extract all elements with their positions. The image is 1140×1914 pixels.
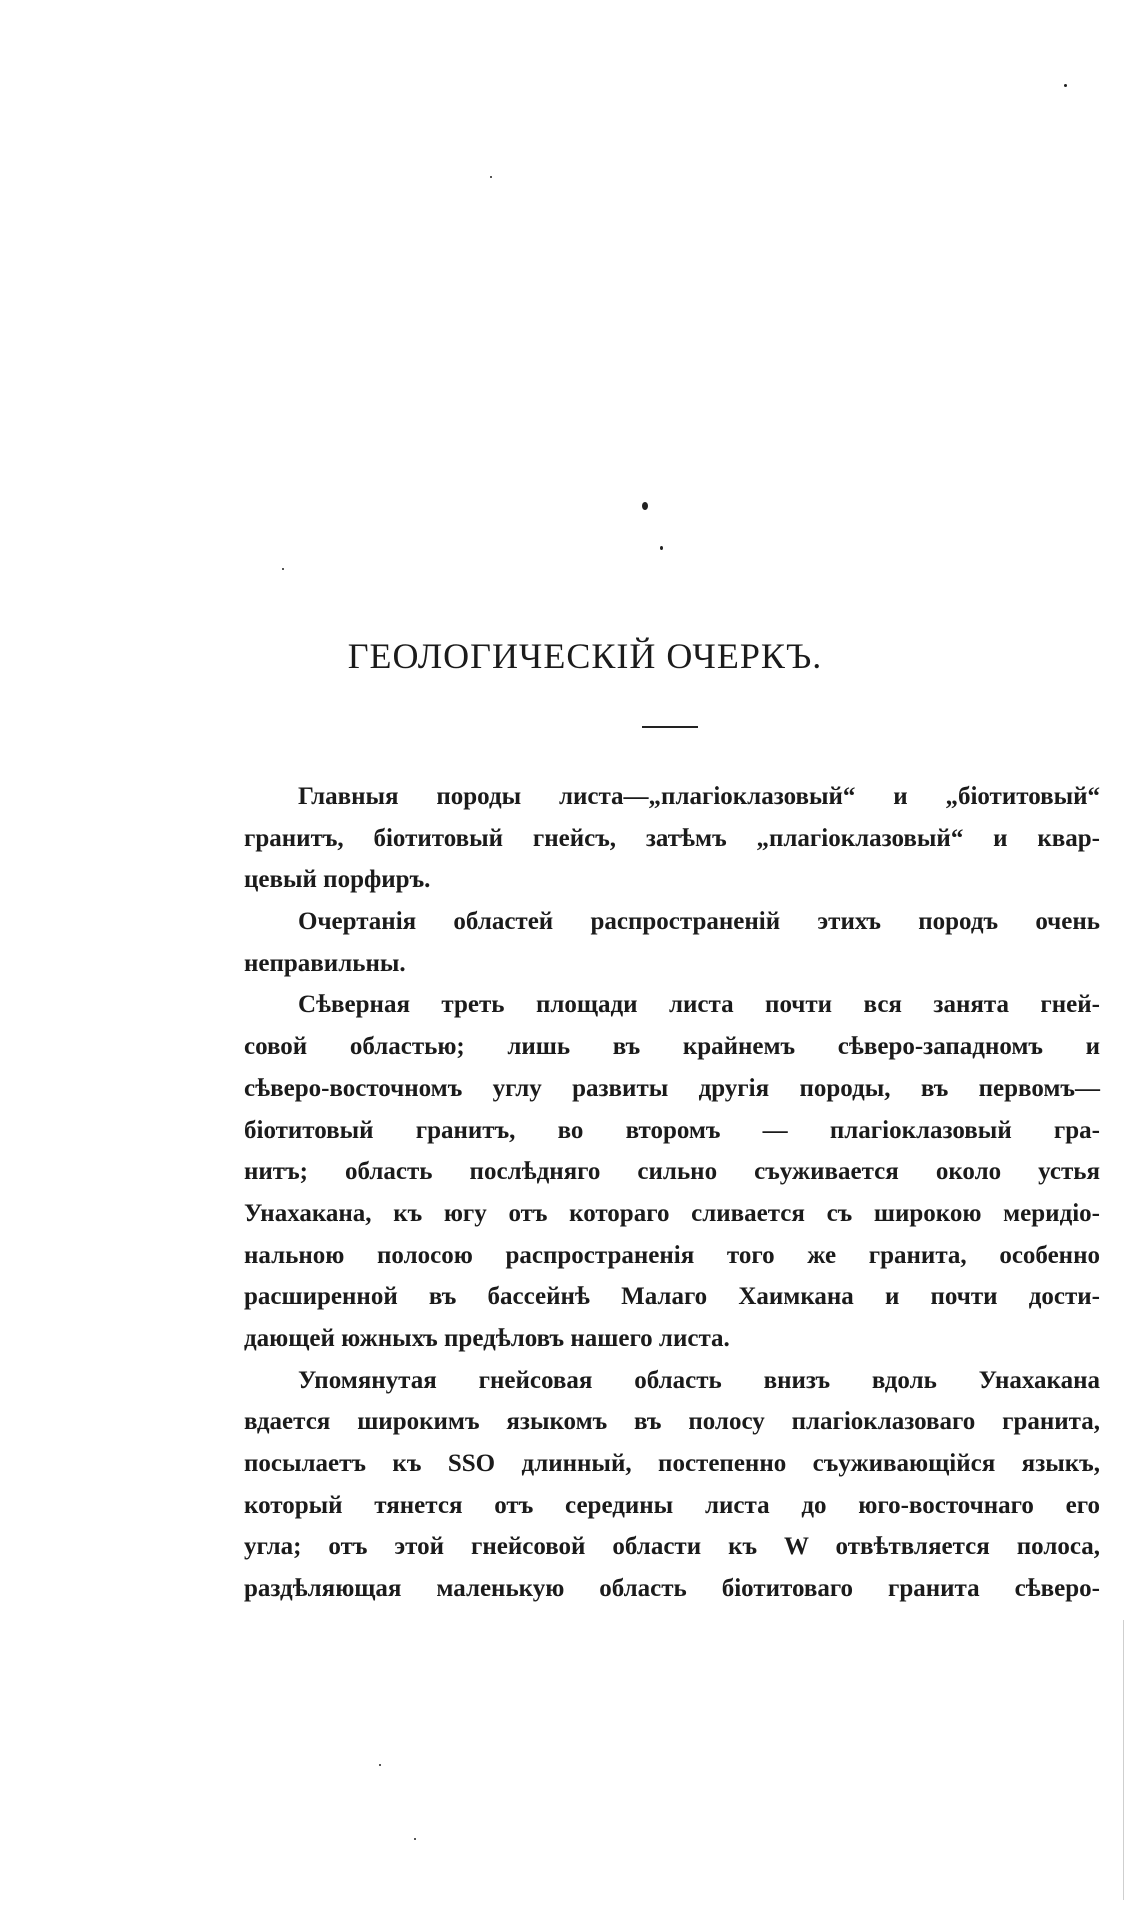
text-line: нитъ; область послѣдняго сильно съуживается около устья [244, 1158, 1100, 1186]
ink-speck [490, 176, 492, 178]
ink-speck [379, 1764, 381, 1766]
text-line: совой областью; лишь въ крайнемъ сѣверо-западномъ и [244, 1033, 1100, 1061]
text-line: дающей южныхъ предѣловъ нашего листа. [244, 1324, 730, 1352]
text-line: біотитовый гранитъ, во второмъ — плагіоклазовый гра- [244, 1116, 1100, 1144]
text-line: угла; отъ этой гнейсовой области къ W отвѣтвляется полоса, [244, 1533, 1100, 1561]
text-line: Очертанія областей распространеній этихъ породъ очень [298, 908, 1100, 936]
text-line: Главныя породы листа—„плагіоклазовый“ и „біотитовый“ [298, 783, 1100, 810]
text-line: Сѣверная треть площади листа почти вся занята гней- [298, 991, 1100, 1019]
ink-speck [642, 502, 648, 510]
ink-speck [282, 568, 284, 570]
text-line: Унахакана, къ югу отъ котораго сливается съ широкою меридіо- [244, 1199, 1100, 1227]
page-title: ГЕОЛОГИЧЕСКІЙ ОЧЕРКЪ. [347, 636, 823, 676]
text-line: цевый порфиръ. [244, 866, 431, 894]
paragraph [244, 984, 1100, 1359]
text-line: посылаетъ къ SSO длинный, постепенно съуживающійся языкъ, [244, 1450, 1100, 1477]
ink-speck [660, 546, 663, 550]
text-line: неправильны. [244, 949, 406, 977]
text-line: раздѣляющая маленькую область біотитоваго гранита сѣверо- [244, 1575, 1100, 1603]
title-rule [642, 726, 698, 728]
page-edge-mark [1123, 1620, 1124, 1900]
text-line: нальною полосою распространенія того же гранита, особенно [244, 1241, 1100, 1269]
text-line: гранитъ, біотитовый гнейсъ, затѣмъ „плагіоклазовый“ и квар- [244, 824, 1100, 852]
paragraph [244, 776, 1100, 901]
text-line: расширенной въ бассейнѣ Малаго Хаимкана и почти дости- [244, 1283, 1100, 1311]
text-line: сѣверо-восточномъ углу развиты другія породы, въ первомъ— [244, 1074, 1100, 1102]
body-text [244, 776, 1100, 1610]
paragraph [244, 901, 1100, 984]
text-line: вдается широкимъ языкомъ въ полосу плагіоклазоваго гранита, [244, 1408, 1100, 1436]
ink-speck [1064, 84, 1067, 87]
text-line: Упомянутая гнейсовая область внизъ вдоль Унахакана [298, 1366, 1100, 1394]
text-line: который тянется отъ середины листа до юго-восточнаго его [244, 1491, 1100, 1519]
ink-speck [414, 1838, 416, 1840]
paragraph [244, 1360, 1100, 1610]
